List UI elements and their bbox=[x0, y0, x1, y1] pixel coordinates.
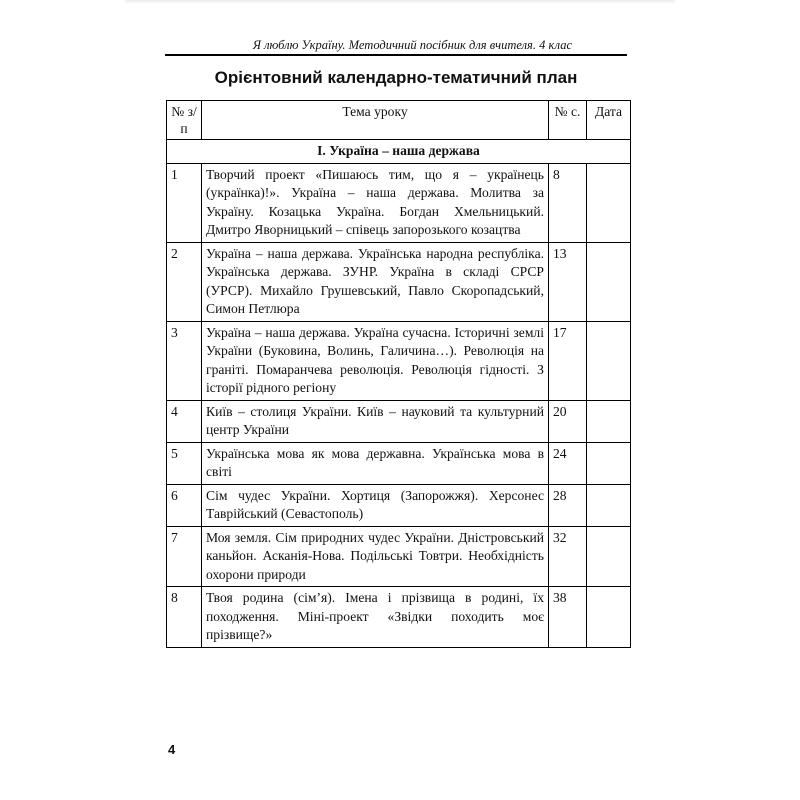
header-topic: Тема уроку bbox=[202, 101, 549, 140]
table-row bbox=[167, 526, 631, 587]
row-page: 20 bbox=[549, 400, 587, 442]
row-page: 17 bbox=[549, 321, 587, 400]
row-topic: Українська мова як мова державна. Українська мова в світі bbox=[202, 442, 549, 484]
lesson-plan-table bbox=[166, 100, 631, 648]
row-number: 3 bbox=[167, 321, 202, 400]
page-title: Орієнтовний календарно-тематичний план bbox=[214, 68, 578, 87]
row-page: 28 bbox=[549, 484, 587, 526]
row-topic: Україна – наша держава. Українська народна республіка. Українська держава. ЗУНР. Україна в складі СРСР (УРСР). Михайло Грушевський, Павло Скоропадський, Симон Петлюра bbox=[202, 242, 549, 321]
row-number: 4 bbox=[167, 400, 202, 442]
header-rule bbox=[165, 54, 627, 56]
header-page: № с. bbox=[549, 101, 587, 140]
row-number: 2 bbox=[167, 242, 202, 321]
row-date bbox=[587, 400, 631, 442]
page-number: 4 bbox=[168, 742, 176, 757]
row-date bbox=[587, 484, 631, 526]
row-page: 38 bbox=[549, 587, 587, 648]
section-row bbox=[167, 140, 631, 164]
table-row bbox=[167, 484, 631, 526]
table-header-row bbox=[167, 101, 631, 140]
row-number: 5 bbox=[167, 442, 202, 484]
table-row bbox=[167, 163, 631, 242]
page-edge-shadow bbox=[125, 0, 675, 4]
row-number: 7 bbox=[167, 526, 202, 587]
table-row bbox=[167, 587, 631, 648]
row-topic: Твоя родина (сім’я). Імена і прізвища в родині, їх походження. Міні-проект «Звідки походить моє прізвище?» bbox=[202, 587, 549, 648]
row-topic: Моя земля. Сім природних чудес України. Дністровський каньйон. Асканія-Нова. Подільські Товтри. Необхідність охорони природи bbox=[202, 526, 549, 587]
row-number: 6 bbox=[167, 484, 202, 526]
row-topic: Україна – наша держава. Україна сучасна. Історичні землі України (Буковина, Волинь, Галичина…). Революція на граніті. Помаранчева революція. Революція гідності. З історії рідного регіону bbox=[202, 321, 549, 400]
row-date bbox=[587, 242, 631, 321]
row-date bbox=[587, 442, 631, 484]
row-topic: Творчий проект «Пишаюсь тим, що я – українець (українка)!». Україна – наша держава. Молитва за Україну. Козацька Україна. Богдан Хмельницький. Дмитро Яворницький – співець запорозького козацтва bbox=[202, 163, 549, 242]
row-page: 24 bbox=[549, 442, 587, 484]
row-date bbox=[587, 526, 631, 587]
table-row bbox=[167, 400, 631, 442]
row-page: 8 bbox=[549, 163, 587, 242]
row-topic: Київ – столиця України. Київ – науковий та культурний центр України bbox=[202, 400, 549, 442]
row-date bbox=[587, 163, 631, 242]
table-row bbox=[167, 321, 631, 400]
header-date: Дата bbox=[587, 101, 631, 140]
row-number: 1 bbox=[167, 163, 202, 242]
row-page: 13 bbox=[549, 242, 587, 321]
row-date bbox=[587, 321, 631, 400]
row-date bbox=[587, 587, 631, 648]
header-number: № з/п bbox=[167, 101, 202, 140]
row-page: 32 bbox=[549, 526, 587, 587]
running-header: Я люблю Україну. Методичний посібник для вчителя. 4 клас bbox=[252, 38, 572, 52]
table-row bbox=[167, 442, 631, 484]
row-topic: Сім чудес України. Хортиця (Запорожжя). Херсонес Таврійський (Севастополь) bbox=[202, 484, 549, 526]
table-row bbox=[167, 242, 631, 321]
row-number: 8 bbox=[167, 587, 202, 648]
section-title: І. Україна – наша держава bbox=[167, 140, 631, 164]
